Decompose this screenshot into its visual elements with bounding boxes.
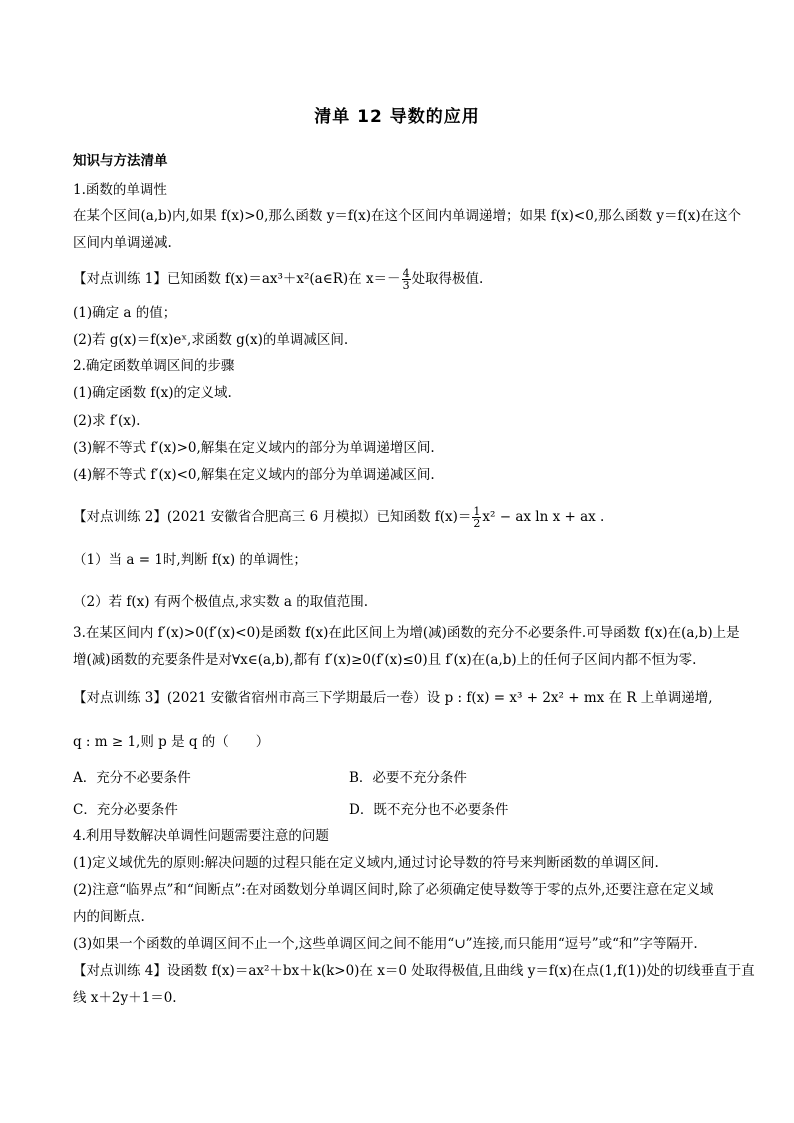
training-1-suffix: 处取得极值. — [411, 271, 484, 287]
training-2-question-2: （2）若 f(x) 有两个极值点,求实数 a 的取值范围. — [73, 594, 369, 610]
training-1-question-1: (1)确定 a 的值； — [73, 305, 177, 321]
s4-item-3: (3)如果一个函数的单调区间不止一个,这些单调区间之间不能用“∪”连接,而只能用“逗号”或“和”字等隔开. — [73, 936, 698, 952]
page-title: 清单 12 导数的应用 — [314, 107, 480, 127]
s1-heading: 1.函数的单调性 — [73, 182, 167, 198]
option-a: A．充分不必要条件 — [73, 770, 191, 786]
training-4-line-2: 线 x＋2y＋1＝0. — [73, 990, 177, 1006]
s2-heading: 2.确定函数单调区间的步骤 — [73, 358, 235, 374]
training-3-line-1: 【对点训练 3】(2021 安徽省宿州市高三下学期最后一卷）设 p : f(x) = x³ + 2x² + mx 在 R 上单调递增, — [73, 690, 713, 706]
training-1-statement — [73, 268, 733, 291]
s2-step-4: (4)解不等式 f′(x)<0,解集在定义域内的部分为单调递减区间. — [73, 467, 435, 483]
s4-item-1: (1)定义域优先的原则:解决问题的过程只能在定义域内,通过讨论导数的符号来判断函数的单调区间. — [73, 855, 659, 871]
option-b: B．必要不充分条件 — [349, 770, 467, 786]
s2-step-1: (1)确定函数 f(x)的定义域. — [73, 385, 232, 401]
s3-body-line-1: 3.在某区间内 f′(x)>0(f′(x)<0)是函数 f(x)在此区间上为增(减)函数的充分不必要条件.可导函数 f(x)在(a,b)上是 — [73, 625, 740, 641]
training-4-line-1: 【对点训练 4】设函数 f(x)＝ax²＋bx＋k(k>0)在 x＝0 处取得极值,且曲线 y＝f(x)在点(1,f(1))处的切线垂直于直 — [73, 963, 755, 979]
training-2-fraction — [472, 506, 481, 529]
training-1-prefix: 【对点训练 1】已知函数 f(x)＝ax³＋x²(a∈R)在 x＝－ — [73, 271, 401, 287]
s1-body-line-1: 在某个区间(a,b)内,如果 f(x)>0,那么函数 y＝f(x)在这个区间内单调递增；如果 f(x)<0,那么函数 y＝f(x)在这个 — [73, 208, 742, 224]
section-header: 知识与方法清单 — [73, 153, 168, 169]
s1-body-line-2: 区间内单调递减. — [73, 235, 172, 251]
training-2-suffix: x² − ax ln x + ax . — [482, 509, 605, 525]
training-2-prefix: 【对点训练 2】(2021 安徽省合肥高三 6 月模拟）已知函数 f(x)＝ — [73, 509, 472, 525]
s4-item-2-line-1: (2)注意“临界点”和“间断点”:在对函数划分单调区间时,除了必须确定使导数等于零的点外,还要注意在定义域 — [73, 882, 714, 898]
option-c: C．充分必要条件 — [73, 802, 178, 818]
fraction-denominator: 2 — [473, 517, 481, 530]
s2-step-2: (2)求 f′(x). — [73, 413, 141, 429]
s4-heading: 4.利用导数解决单调性问题需要注意的问题 — [73, 828, 329, 844]
fraction-numerator: 4 — [402, 267, 410, 280]
training-1-question-2: (2)若 g(x)＝f(x)eˣ,求函数 g(x)的单调减区间. — [73, 332, 349, 348]
option-d: D．既不充分也不必要条件 — [349, 802, 509, 818]
training-2-question-1: （1）当 a = 1时,判断 f(x) 的单调性； — [73, 552, 307, 568]
fraction-numerator: 1 — [473, 505, 481, 518]
s3-body-line-2: 增(减)函数的充要条件是对∀x∈(a,b),都有 f′(x)≥0(f′(x)≤0)且 f′(x)在(a,b)上的任何子区间内都不恒为零. — [73, 652, 697, 668]
s4-item-2-line-2: 内的间断点. — [73, 909, 145, 925]
training-2-statement — [73, 506, 733, 529]
fraction-denominator: 3 — [402, 279, 410, 292]
training-1-fraction — [402, 268, 411, 291]
s2-step-3: (3)解不等式 f′(x)>0,解集在定义域内的部分为单调递增区间. — [73, 440, 435, 456]
training-3-line-2: q : m ≥ 1,则 p 是 q 的（ ） — [73, 734, 270, 750]
